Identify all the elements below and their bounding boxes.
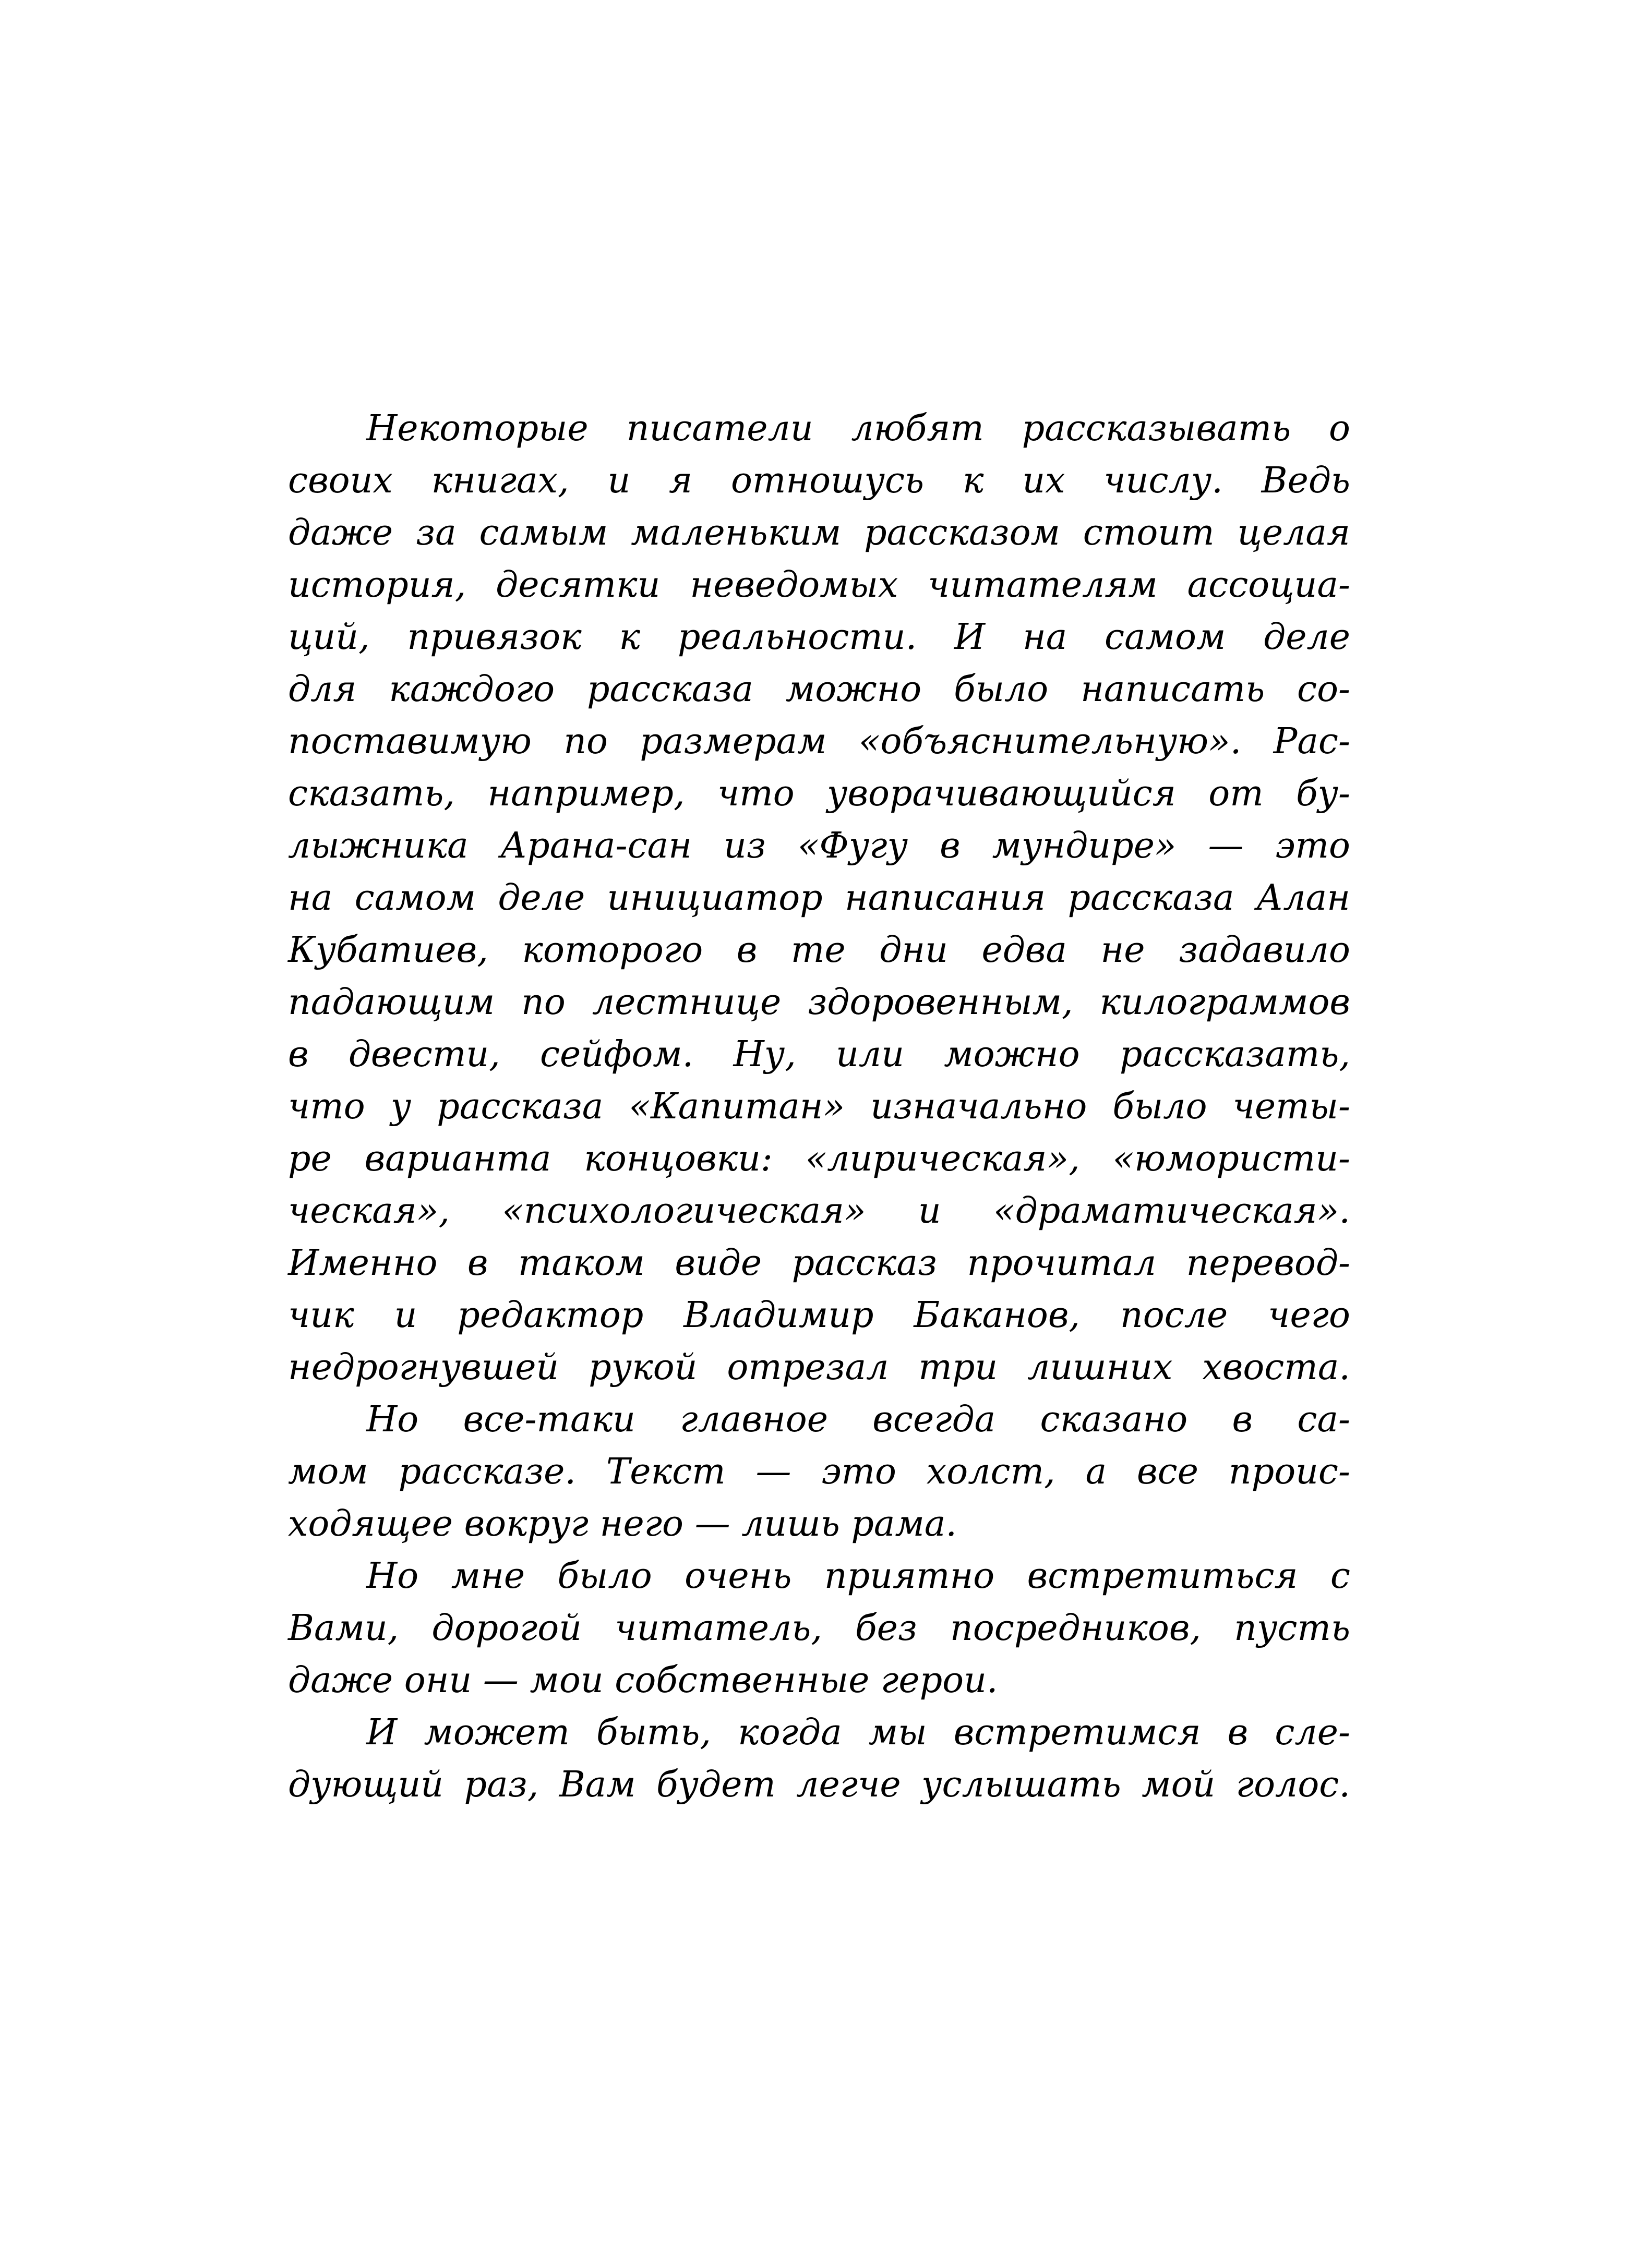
text-line: падающим по лестнице здоровенным, килограммов: [288, 982, 1350, 1023]
body-text: [288, 403, 1350, 1811]
text-line: Вами, дорогой читатель, без посредников, пусть: [288, 1608, 1350, 1649]
text-line: сказать, например, что уворачивающийся от бу-: [288, 773, 1350, 814]
text-line: на самом деле инициатор написания рассказа Алан: [288, 877, 1350, 919]
text-line: своих книгах, и я отношусь к их числу. Ведь: [288, 460, 1350, 501]
text-line: ций, привязок к реальности. И на самом деле: [288, 617, 1350, 658]
text-line: даже за самым маленьким рассказом стоит целая: [288, 512, 1350, 553]
text-line: чик и редактор Владимир Баканов, после чего: [288, 1295, 1350, 1336]
text-line: история, десятки неведомых читателям ассоциа-: [288, 564, 1350, 606]
text-line: Но мне было очень приятно встретиться с: [366, 1555, 1350, 1597]
text-line: недрогнувшей рукой отрезал три лишних хвоста.: [288, 1347, 1350, 1388]
text-line: Но все-таки главное всегда сказано в са-: [366, 1399, 1350, 1440]
text-line: мом рассказе. Текст — это холст, а все проис-: [288, 1451, 1350, 1492]
text-line: И может быть, когда мы встретимся в сле-: [366, 1712, 1350, 1753]
text-line: ре варианта концовки: «лирическая», «юмористи-: [288, 1138, 1350, 1179]
text-line: Некоторые писатели любят рассказывать о: [366, 408, 1350, 449]
text-line: для каждого рассказа можно было написать со-: [288, 669, 1350, 710]
text-line: Кубатиев, которого в те дни едва не задавило: [288, 930, 1350, 971]
text-line: дующий раз, Вам будет легче услышать мой голос.: [288, 1764, 1350, 1805]
text-line: даже они — мои собственные герои.: [288, 1660, 998, 1701]
text-line: в двести, сейфом. Ну, или можно рассказать,: [288, 1034, 1350, 1075]
text-line: поставимую по размерам «объяснительную». Рас-: [288, 721, 1350, 762]
text-line: Именно в таком виде рассказ прочитал перевод-: [288, 1242, 1350, 1284]
text-line: что у рассказа «Капитан» изначально было четы-: [288, 1086, 1350, 1127]
text-line: ходящее вокруг него — лишь рама.: [288, 1503, 957, 1545]
text-line: лыжника Арана-сан из «Фугу в мундире» — это: [288, 825, 1350, 866]
text-line: ческая», «психологическая» и «драматическая».: [288, 1190, 1350, 1232]
